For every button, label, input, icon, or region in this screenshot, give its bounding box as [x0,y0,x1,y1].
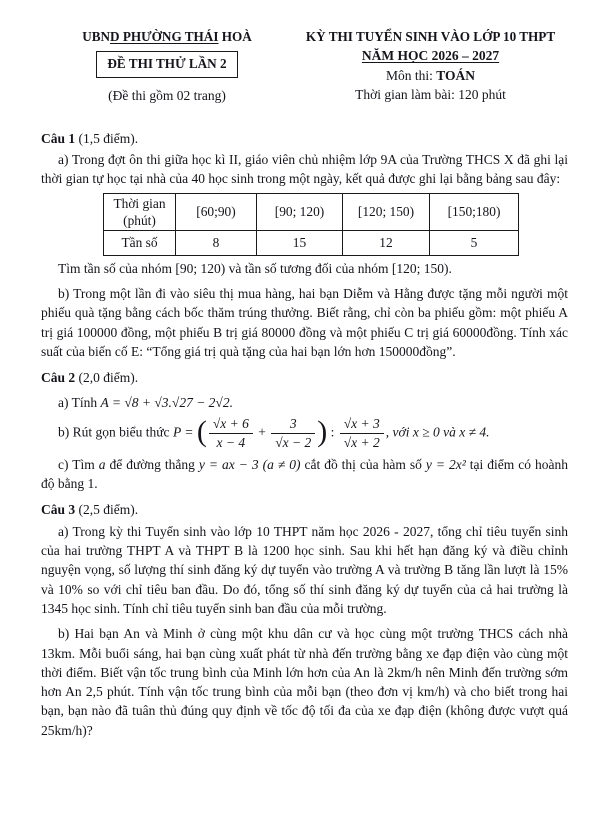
section-2-line-a [41,393,568,412]
exam-body [41,129,568,740]
section-1-points: (1,5 điểm). [75,130,139,146]
exam-round-box: ĐỀ THI THỬ LẦN 2 [96,51,237,77]
subject-label: Môn thi: [385,67,437,83]
header [41,27,568,105]
header-right [293,27,568,105]
table-cell: 15 [257,230,343,255]
school-year-text: NĂM HỌC 2026 – 2027 [361,48,500,64]
section-1-heading [41,129,568,148]
line-c-text: tại điểm có hoành độ bằng 1. [41,456,568,492]
section-2-number: Câu 2 [41,370,76,386]
table-cell: 5 [430,230,519,255]
fraction-2-numerator: 3 [289,415,297,431]
line-c-text: c) Tìm [58,456,99,472]
subject-line [293,66,568,85]
line-c-text: cắt đồ thị của hàm số [300,456,426,472]
line-c-var: a [98,456,106,472]
fraction-3 [340,416,384,451]
plus-sign: + [258,424,266,440]
subject-value: TOÁN [436,67,476,83]
open-paren: ( [196,415,207,449]
header-left [41,27,293,105]
table-cell: 12 [343,230,430,255]
page-count-note: (Đề thi gồm 02 trang) [108,87,226,103]
section-2-line-b [41,416,568,451]
table-cell: 8 [176,230,257,255]
section-3-heading [41,500,568,519]
table-row-frequency [104,230,519,255]
section-3-number: Câu 3 [41,502,76,518]
line-c-formula: y = 2x² [425,456,466,472]
line-b-condition: , với x ≥ 0 và x ≠ 4. [385,424,490,440]
section-1-paragraph-a: a) Trong đợt ôn thi giữa học kì II, giáo viên chủ nhiệm lớp 9A của Trường THCS X đã ghi lại thời gian tự học tại nhà của 40 học sinh trong một ngày, kết quả được ghi lại bằng bảng sau đây: [41,152,568,187]
exam-title: KỲ THI TUYỂN SINH VÀO LỚP 10 THPT [305,29,556,44]
fraction-1-numerator: √x + 6 [212,415,249,431]
section-2-points: (2,0 điểm). [75,370,139,386]
table-cell: Thời gian (phút) [104,193,176,230]
section-2-line-c [41,455,568,494]
fraction-3-denominator: √x + 2 [340,433,384,451]
line-c-formula: y = ax − 3 (a ≠ 0) [198,456,301,472]
org-name-part: HOÀ [218,29,252,44]
org-name-underlined: D PHƯỜNG THÁI [110,29,219,44]
section-1-number: Câu 1 [41,130,76,146]
fraction-2 [271,416,315,451]
fraction-3-numerator: √x + 3 [343,415,380,431]
fraction-1 [209,416,253,451]
section-1-paragraph-b: b) Trong một lần đi vào siêu thị mua hàng, hai bạn Diễm và Hằng được tặng mỗi người một phiếu quà tặng bằng cách bốc thăm trúng thưởng. Biết rằng, chỉ còn ba phiếu gồm: một phiếu A trị giá 100000 đồng, một phiếu B trị giá 80000 đồng và một phiếu C trị giá 60000đồng. Tính xác suất của biến cố E: “Tổng giá trị quà tặng của hai bạn lớn hơn 150000đồng”. [41,286,568,359]
table-row-time [104,193,519,230]
duration-line: Thời gian làm bài: 120 phút [355,86,506,102]
division-colon: : [330,424,335,440]
fraction-2-denominator: √x − 2 [271,433,315,451]
organization-name [41,27,293,46]
section-3-paragraph-a: a) Trong kỳ thi Tuyển sinh vào lớp 10 THPT năm học 2026 - 2027, tổng chỉ tiêu tuyển sinh của hai trường THPT A và THPT B là 1200 học sinh. Sau khi hết hạn đăng ký và điều chỉnh nguyện vọng, số lượng thí sinh đăng ký dự tuyển vào trường A và trường B tăng lần lượt là 15% và 10% so với chỉ tiêu ban đầu. Do đó, tổng số thí sinh đăng ký dự tuyển của cả hai trường là 1345 học sinh. Tính chỉ tiêu tuyển sinh ban đầu của mỗi trường. [41,523,568,616]
line-b-label: b) Rút gọn biểu thức [58,424,173,440]
line-c-text: để đường thẳng [105,456,199,472]
table-cell: [60;90) [176,193,257,230]
section-3-points: (2,5 điểm). [75,502,139,518]
table-cell: Tần số [104,230,176,255]
line-a-label: a) Tính [58,394,101,410]
section-3-paragraph-b: b) Hai bạn An và Minh ở cùng một khu dân cư và học cùng một trường THCS cách nhà 13km. Mỗi buổi sáng, hai bạn cùng xuất phát từ nhà đến trường bằng xe đạp điện vào cùng một thời điểm. Biết vận tốc trung bình của Minh lớn hơn của An là 2km/h nên Minh đến trường sớm hơn An 2,5 phút. Tính vận tốc trung bình của mỗi bạn (theo đơn vị km/h) và cho biết trong hai bạn, bạn nào đã tuân thủ đúng quy định về tốc độ tối đa của xe đạp điện (không được vượt quá 25km/h)? [41,626,568,738]
fraction-1-denominator: x − 4 [209,433,253,451]
exam-round-box-wrap [41,46,293,77]
frequency-table [103,193,519,256]
section-1-find-line: Tìm tần số của nhóm [90; 120) và tần số tương đối của nhóm [120; 150). [58,260,452,276]
school-year [293,46,568,65]
table-cell: [120; 150) [343,193,430,230]
line-a-formula: A = √8 + √3.√27 − 2√2. [100,394,233,410]
org-name-part: UBN [82,29,111,44]
table-cell: [90; 120) [257,193,343,230]
formula-p-equals: P = [172,424,194,440]
close-paren: ) [317,415,328,449]
section-2-heading [41,368,568,387]
table-cell: [150;180) [430,193,519,230]
